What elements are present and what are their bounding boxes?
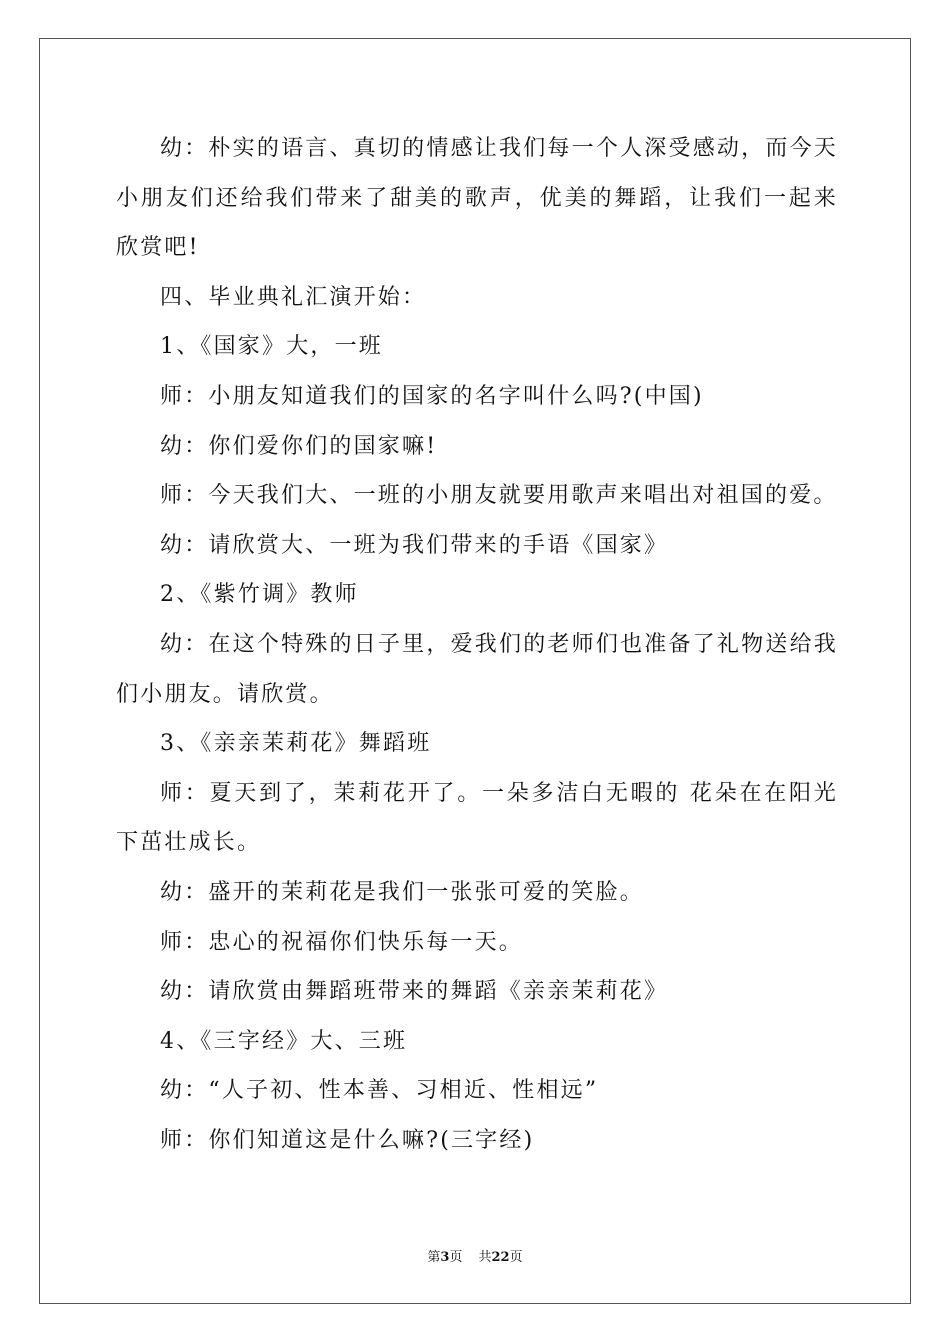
paragraph: 幼：朴实的语言、真切的情感让我们每一个人深受感动，而今天小朋友们还给我们带来了甜美的歌声，优美的舞蹈，让我们一起来欣赏吧! xyxy=(116,136,838,261)
paragraph: 师：你们知道这是什么嘛?(三字经) xyxy=(160,1127,535,1153)
program-item: 4、《三字经》大、三班 xyxy=(160,1028,408,1054)
total-suffix: 页 xyxy=(509,1250,523,1265)
paragraph: 幼：请欣赏由舞蹈班带来的舞蹈《亲亲茉莉花》 xyxy=(160,979,669,1005)
paragraph: 师：夏天到了，茉莉花开了。一朵多洁白无暇的 花朵在在阳光下茁壮成长。 xyxy=(116,780,838,856)
page-prefix: 第 xyxy=(427,1250,441,1265)
total-pages: 22 xyxy=(491,1250,510,1265)
paragraph: 幼：“人子初、性本善、习相近、性相远” xyxy=(160,1078,599,1104)
total-prefix: 共 xyxy=(478,1250,492,1265)
paragraph: 师：忠心的祝福你们快乐每一天。 xyxy=(160,929,524,955)
document-body xyxy=(116,124,838,1165)
paragraph: 幼：你们爱你们的国家嘛! xyxy=(160,433,438,459)
paragraph: 师：小朋友知道我们的国家的名字叫什么吗?(中国) xyxy=(160,383,704,409)
program-item: 2、《紫竹调》教师 xyxy=(160,582,359,608)
paragraph: 幼：在这个特殊的日子里，爱我们的老师们也准备了礼物送给我们小朋友。请欣赏。 xyxy=(116,631,838,707)
page-suffix: 页 xyxy=(449,1250,463,1265)
paragraph: 幼：盛开的茉莉花是我们一张张可爱的笑脸。 xyxy=(160,879,645,905)
paragraph: 幼：请欣赏大、一班为我们带来的手语《国家》 xyxy=(160,532,669,558)
page-footer xyxy=(0,1246,950,1265)
paragraph: 师：今天我们大、一班的小朋友就要用歌声来唱出对祖国的爱。 xyxy=(160,483,838,509)
section-heading: 四、毕业典礼汇演开始： xyxy=(160,284,427,310)
program-item: 3、《亲亲茉莉花》舞蹈班 xyxy=(160,731,432,757)
page-number: 3 xyxy=(440,1250,450,1265)
program-item: 1、《国家》大，一班 xyxy=(160,334,383,360)
